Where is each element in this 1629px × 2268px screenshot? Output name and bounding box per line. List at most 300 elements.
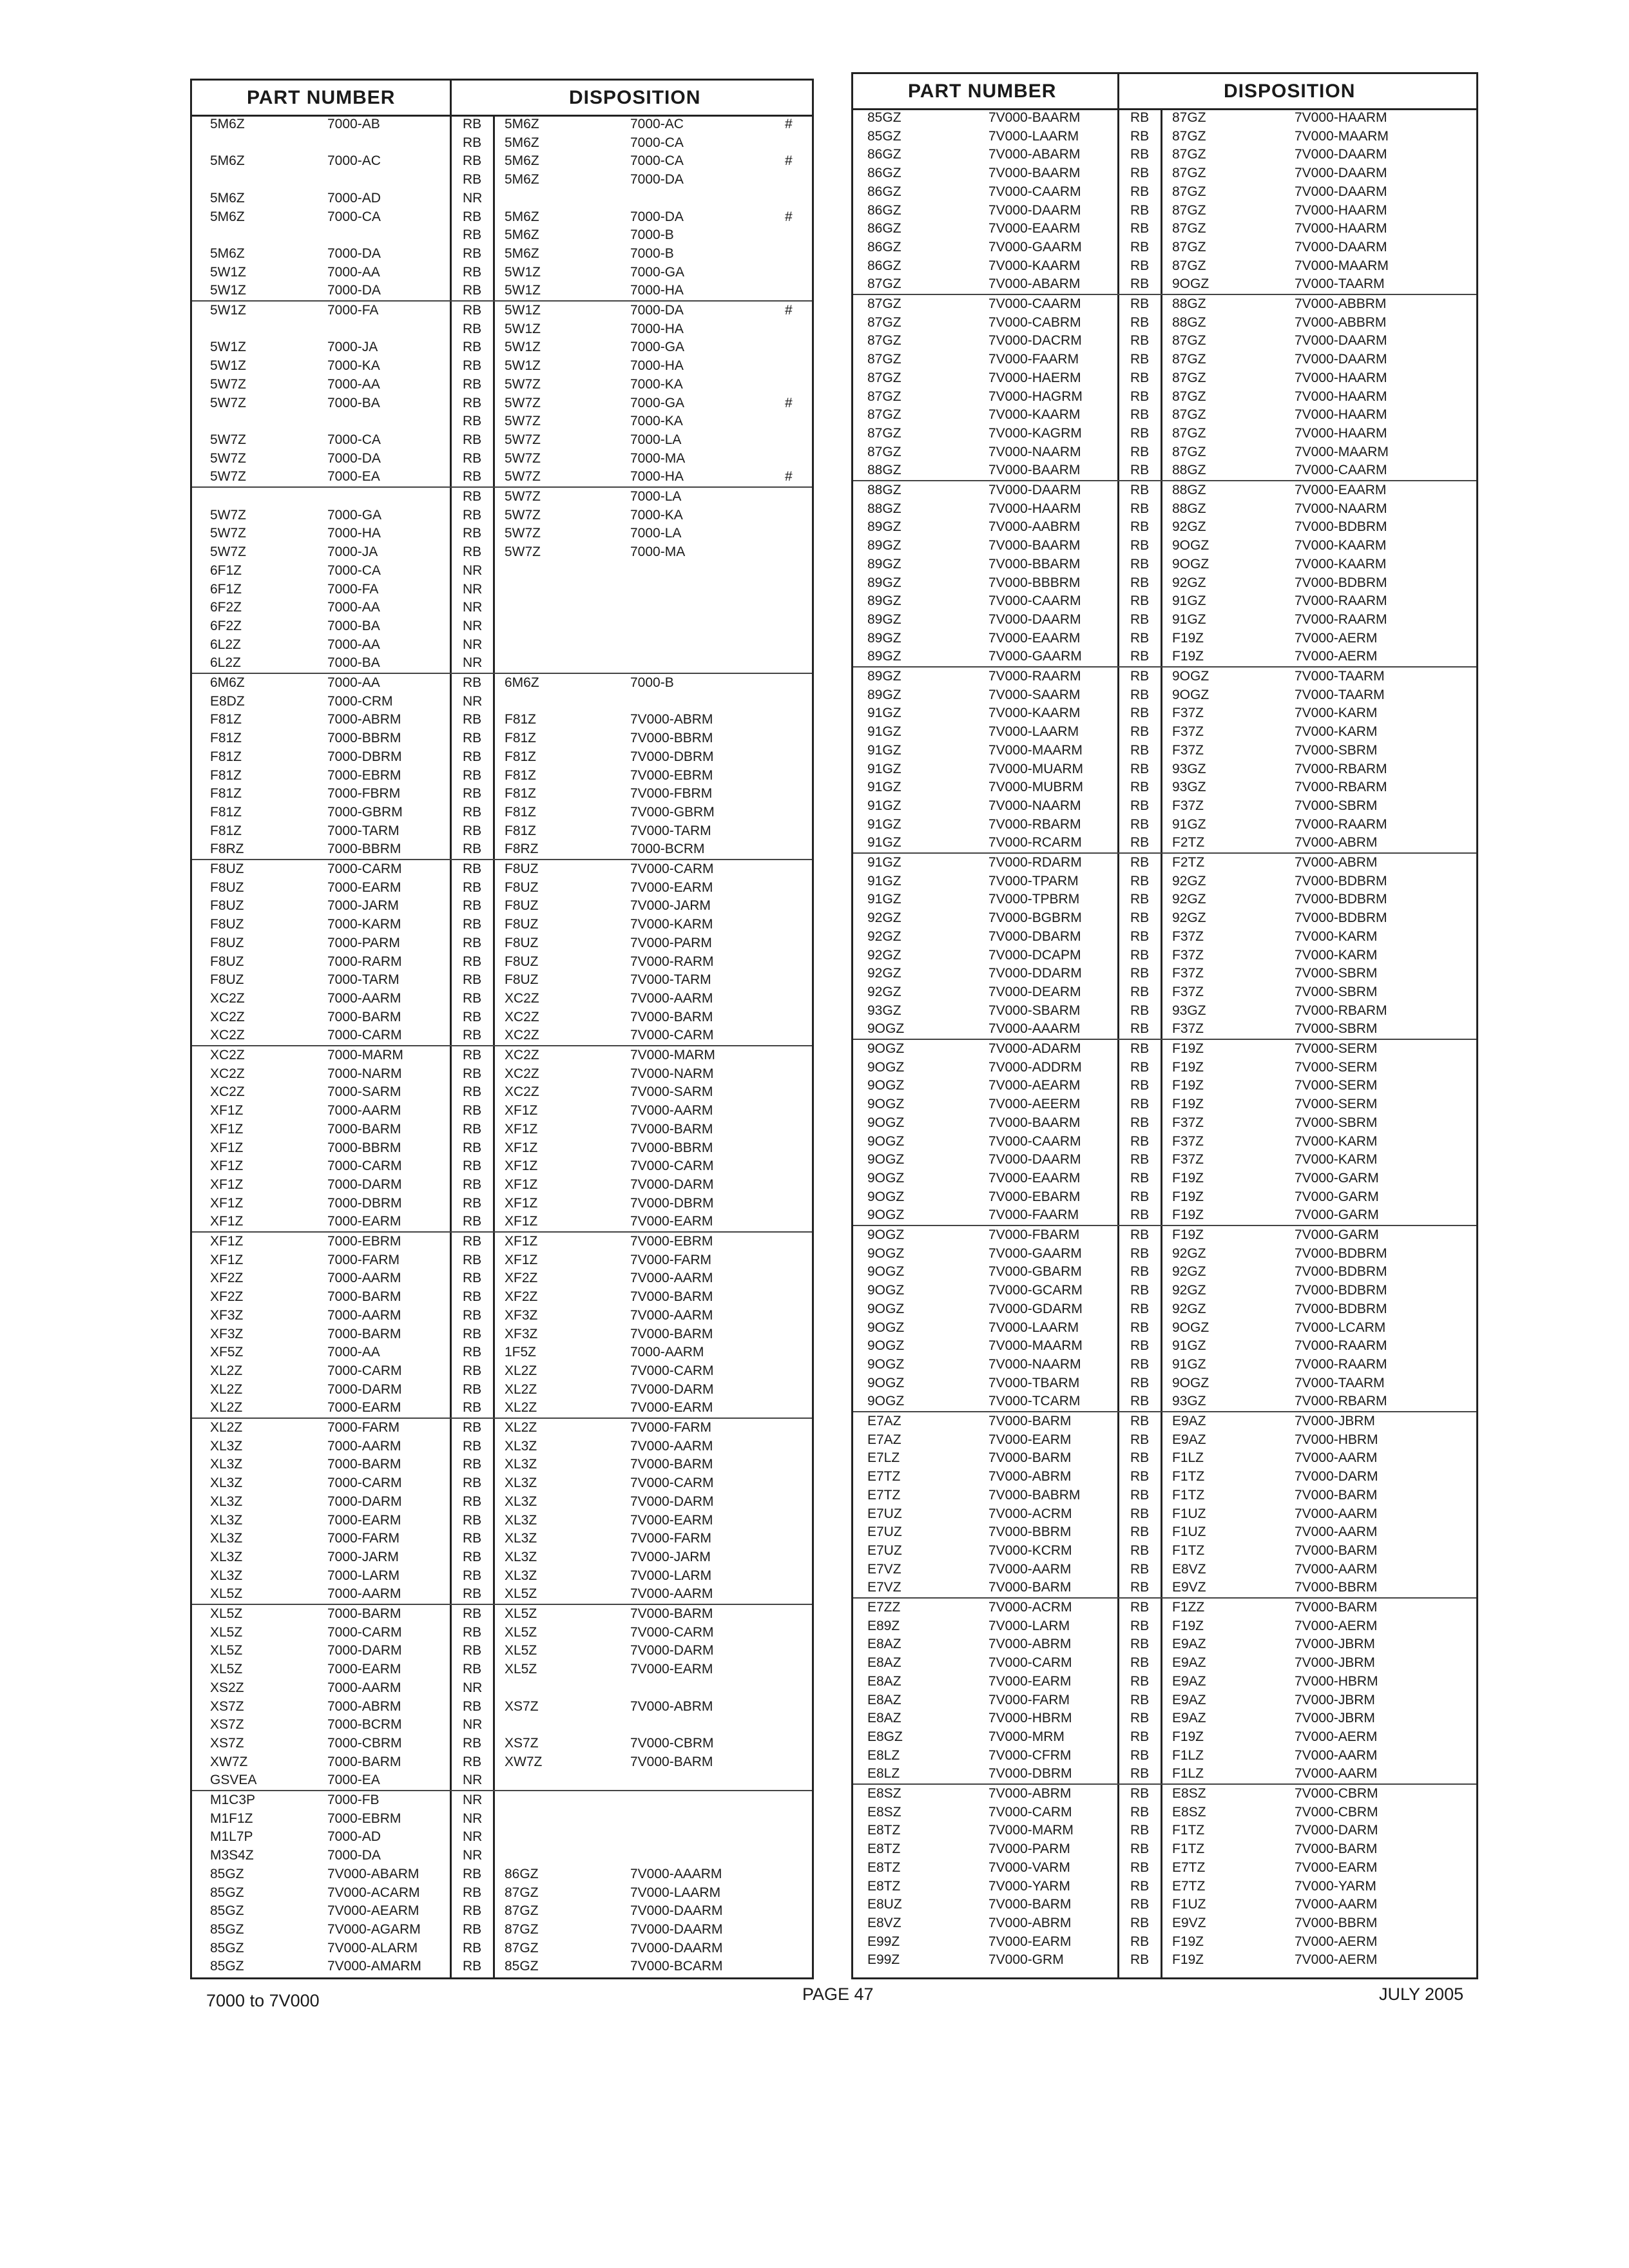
table-row [192, 675, 812, 691]
part-suffix: 7000-AB [327, 117, 380, 131]
new-part-prefix: 91GZ [1172, 1356, 1206, 1372]
part-suffix: 7000-DA [327, 450, 381, 466]
table-row [192, 1140, 812, 1156]
table-row [853, 855, 1476, 870]
part-suffix: 7000-BARM [327, 1606, 401, 1621]
part-suffix: 7000-BBRM [327, 731, 401, 746]
new-part-suffix: 7V000-BARM [1295, 1841, 1378, 1857]
table-row [853, 575, 1476, 591]
new-part-suffix: 7V000-FARM [630, 1420, 712, 1435]
new-part-suffix: 7V000-BARM [1295, 1542, 1378, 1558]
part-prefix: XL3Z [210, 1549, 243, 1564]
part-prefix: 91GZ [867, 798, 901, 813]
part-suffix: 7000-BBRM [327, 1140, 401, 1155]
new-part-prefix: F1TZ [1172, 1841, 1205, 1857]
new-part-suffix: 7V000-JARM [630, 1549, 711, 1564]
table-row [853, 1207, 1476, 1223]
new-part-prefix: F1LZ [1172, 1766, 1204, 1782]
new-part-suffix: 7000-GA [630, 340, 685, 355]
new-part-suffix: 7V000-NARM [630, 1066, 714, 1081]
part-prefix: XL5Z [210, 1624, 243, 1640]
disposition-code: RB [1130, 1152, 1150, 1168]
new-part-prefix: XS7Z [505, 1698, 539, 1714]
part-suffix: 7V000-EARM [988, 1432, 1072, 1447]
new-part-suffix: 7000-HA [630, 469, 684, 485]
new-part-prefix: 5M6Z [505, 227, 539, 243]
disposition-code: RB [463, 469, 482, 485]
part-prefix: 9OGZ [867, 1041, 905, 1056]
part-suffix: 7V000-MAARM [988, 742, 1083, 758]
new-part-suffix: 7V000-JARM [630, 898, 711, 914]
part-suffix: 7000-EA [327, 1773, 380, 1788]
new-part-prefix: XF1Z [505, 1121, 538, 1137]
new-part-suffix: 7V000-BDBRM [1295, 575, 1387, 590]
part-suffix: 7V000-ACRM [988, 1600, 1072, 1615]
disposition-code: RB [1130, 258, 1150, 273]
part-prefix: XL5Z [210, 1606, 243, 1621]
part-suffix: 7V000-AABRM [988, 519, 1081, 535]
new-part-suffix: 7V000-HAARM [1295, 202, 1387, 218]
disposition-code: RB [1130, 742, 1150, 758]
part-prefix: 9OGZ [867, 1133, 905, 1149]
table-row [192, 283, 812, 298]
new-part-prefix: E8SZ [1172, 1786, 1206, 1801]
part-prefix: 5M6Z [210, 209, 245, 224]
table-row [192, 1158, 812, 1174]
disposition-code: RB [1130, 1320, 1150, 1335]
new-part-prefix: F19Z [1172, 1078, 1204, 1093]
new-part-prefix: XF1Z [505, 1103, 538, 1119]
table-row [853, 1115, 1476, 1131]
new-part-suffix: 7V000-AERM [1295, 1934, 1378, 1949]
new-part-suffix: 7V000-DARM [630, 1177, 714, 1192]
new-part-prefix: F1UZ [1172, 1506, 1206, 1521]
disposition-code: RB [1130, 1207, 1150, 1223]
disposition-code: RB [1130, 1338, 1150, 1354]
new-part-prefix: XL3Z [505, 1568, 537, 1583]
part-suffix: 7000-FARM [327, 1420, 400, 1435]
part-suffix: 7V000-ABARM [988, 147, 1081, 162]
new-part-suffix: 7V000-LAARM [630, 1885, 721, 1900]
new-part-suffix: 7V000-MAARM [1295, 128, 1389, 144]
new-part-suffix: 7000-CA [630, 135, 684, 150]
part-suffix: 7000-BARM [327, 1326, 401, 1341]
disposition-code: RB [463, 1400, 482, 1416]
part-prefix: 87GZ [867, 352, 901, 367]
table-row [853, 407, 1476, 423]
part-suffix: 7000-AARM [327, 1586, 401, 1602]
new-part-prefix: E8SZ [1172, 1804, 1206, 1820]
new-part-suffix: 7V000-BDBRM [1295, 910, 1387, 926]
new-part-prefix: XL5Z [505, 1662, 537, 1677]
disposition-code: NR [463, 637, 483, 652]
new-part-prefix: F37Z [1172, 724, 1204, 740]
disposition-code: RB [1130, 1711, 1150, 1726]
disposition-code: RB [463, 954, 482, 969]
part-prefix: XL2Z [210, 1381, 243, 1397]
disposition-code: RB [1130, 221, 1150, 236]
new-part-prefix: XL2Z [505, 1381, 537, 1397]
new-part-prefix: F19Z [1172, 1207, 1204, 1223]
table-row [192, 414, 812, 429]
part-suffix: 7V000-AEARM [327, 1903, 419, 1919]
disposition-code: RB [463, 489, 482, 504]
part-prefix: E8DZ [210, 693, 245, 709]
part-prefix: 87GZ [867, 314, 901, 330]
table-row [192, 731, 812, 746]
part-prefix: E8SZ [867, 1804, 901, 1820]
part-suffix: 7000-CBRM [327, 1735, 402, 1751]
new-part-prefix: 5W7Z [505, 450, 541, 466]
disposition-code: RB [463, 153, 482, 169]
part-prefix: 5W7Z [210, 432, 247, 447]
part-suffix: 7V000-SBARM [988, 1003, 1081, 1018]
note-mark: # [785, 117, 793, 131]
right-table-rows [853, 110, 1476, 1977]
part-prefix: 87GZ [867, 370, 901, 385]
part-suffix: 7V000-ACARM [327, 1885, 420, 1900]
part-prefix: 9OGZ [867, 1078, 905, 1093]
disposition-code: RB [463, 1140, 482, 1155]
disposition-code: RB [1130, 202, 1150, 218]
disposition-code: RB [463, 450, 482, 466]
part-suffix: 7000-CARM [327, 1475, 402, 1491]
disposition-code: RB [463, 749, 482, 764]
table-row [192, 1048, 812, 1063]
disposition-code: RB [463, 321, 482, 336]
new-part-suffix: 7V000-BARM [1295, 1487, 1378, 1503]
new-part-suffix: 7V000-TAARM [1295, 276, 1385, 292]
table-row [853, 1729, 1476, 1745]
part-suffix: 7V000-LAARM [988, 128, 1079, 144]
new-part-prefix: F37Z [1172, 947, 1204, 963]
part-prefix: 5W7Z [210, 376, 247, 392]
table-row [853, 1879, 1476, 1894]
table-row [192, 432, 812, 448]
part-suffix: 7000-AARM [327, 990, 401, 1006]
disposition-code: NR [463, 1792, 483, 1807]
new-part-prefix: 87GZ [1172, 258, 1206, 273]
disposition-code: RB [463, 1326, 482, 1341]
part-suffix: 7V000-CAARM [988, 1133, 1081, 1149]
table-row [853, 593, 1476, 609]
part-suffix: 7000-AARM [327, 1438, 401, 1454]
disposition-code: RB [1130, 630, 1150, 646]
table-row [853, 835, 1476, 850]
disposition-code: RB [463, 1307, 482, 1323]
part-prefix: XF3Z [210, 1307, 244, 1323]
note-mark: # [785, 395, 793, 410]
new-part-prefix: F8UZ [505, 917, 539, 932]
new-part-prefix: 5W1Z [505, 264, 541, 280]
new-part-suffix: 7V000-JBRM [1295, 1711, 1375, 1726]
part-suffix: 7000-CARM [327, 1158, 402, 1174]
part-suffix: 7000-BARM [327, 1457, 401, 1472]
part-suffix: 7V000-TBARM [988, 1375, 1080, 1390]
new-part-suffix: 7000-HA [630, 283, 684, 298]
disposition-code: RB [1130, 1469, 1150, 1485]
table-row [853, 1488, 1476, 1503]
new-part-prefix: 87GZ [1172, 110, 1206, 125]
new-part-suffix: 7V000-SERM [1295, 1078, 1378, 1093]
part-suffix: 7000-GBRM [327, 804, 403, 820]
part-suffix: 7000-MARM [327, 1048, 403, 1062]
disposition-code: RB [1130, 1542, 1150, 1558]
part-prefix: 87GZ [867, 276, 901, 292]
new-part-suffix: 7V000-AARM [1295, 1561, 1378, 1577]
table-row [853, 817, 1476, 832]
disposition-code: RB [1130, 1524, 1150, 1540]
table-row [853, 1655, 1476, 1671]
table-row [853, 445, 1476, 460]
part-prefix: 9OGZ [867, 1227, 905, 1242]
disposition-code: RB [463, 972, 482, 988]
part-prefix: E8TZ [867, 1841, 901, 1857]
table-row [192, 1848, 812, 1863]
disposition-header: DISPOSITION [1224, 81, 1356, 102]
new-part-suffix: 7V000-ABBRM [1295, 314, 1387, 330]
new-part-suffix: 7V000-BARM [1295, 1600, 1378, 1615]
table-row [853, 1432, 1476, 1448]
part-prefix: XF2Z [210, 1289, 244, 1305]
new-part-prefix: XL3Z [505, 1512, 537, 1528]
disposition-code: NR [463, 618, 483, 633]
part-suffix: 7V000-BBBRM [988, 575, 1081, 590]
new-part-suffix: 7V000-AARM [630, 990, 713, 1006]
table-row [192, 1363, 812, 1379]
new-part-suffix: 7V000-SERM [1295, 1097, 1378, 1112]
part-prefix: E7AZ [867, 1432, 901, 1447]
part-prefix: 91GZ [867, 892, 901, 907]
part-prefix: 87GZ [867, 333, 901, 349]
part-suffix: 7V000-YARM [988, 1878, 1070, 1894]
table-row [192, 1271, 812, 1286]
new-part-prefix: XF3Z [505, 1326, 538, 1341]
part-suffix: 7V000-VARM [988, 1860, 1070, 1875]
part-prefix: F8UZ [210, 935, 244, 950]
disposition-code: RB [1130, 1133, 1150, 1149]
new-part-prefix: F37Z [1172, 1152, 1204, 1168]
part-prefix: 93GZ [867, 1003, 901, 1018]
table-row [192, 917, 812, 932]
part-suffix: 7V000-LAARM [988, 1320, 1079, 1335]
new-part-prefix: F19Z [1172, 1170, 1204, 1186]
part-suffix: 7000-DA [327, 245, 381, 261]
new-part-prefix: 5W7Z [505, 414, 541, 429]
new-part-suffix: 7V000-RAARM [1295, 1356, 1387, 1372]
group-divider [853, 1597, 1476, 1599]
table-row [853, 519, 1476, 535]
new-part-suffix: 7V000-RARM [630, 954, 714, 969]
disposition-code: RB [463, 861, 482, 876]
table-row [853, 258, 1476, 274]
disposition-code: RB [1130, 1729, 1150, 1744]
disposition-code: NR [463, 600, 483, 615]
part-suffix: 7V000-CABRM [988, 314, 1081, 330]
part-prefix: XL3Z [210, 1512, 243, 1528]
part-suffix: 7V000-CAARM [988, 184, 1081, 199]
table-row [192, 1717, 812, 1733]
part-suffix: 7V000-GRM [988, 1952, 1064, 1968]
part-prefix: F81Z [210, 767, 242, 783]
table-row [192, 1010, 812, 1025]
new-part-prefix: 88GZ [1172, 314, 1206, 330]
new-part-suffix: 7V000-JBRM [1295, 1655, 1375, 1671]
new-part-suffix: 7V000-AARM [630, 1438, 713, 1454]
disposition-code: RB [463, 1048, 482, 1062]
table-row [192, 768, 812, 783]
table-row [192, 117, 812, 132]
table-row [192, 991, 812, 1006]
new-part-suffix: 7V000-DAARM [1295, 147, 1387, 162]
new-part-suffix: 7V000-AARM [630, 1307, 713, 1323]
table-row [192, 1084, 812, 1100]
disposition-code: RB [1130, 1264, 1150, 1280]
part-prefix: XF1Z [210, 1234, 244, 1249]
table-row [192, 954, 812, 970]
new-part-suffix: 7V000-KARM [1295, 1133, 1378, 1149]
new-part-prefix: 5W7Z [505, 507, 541, 523]
new-part-suffix: 7000-MA [630, 450, 686, 466]
disposition-code: RB [1130, 425, 1150, 441]
part-suffix: 7000-DA [327, 1848, 381, 1863]
new-part-prefix: F37Z [1172, 966, 1204, 981]
new-part-suffix: 7V000-EARM [1295, 1860, 1378, 1875]
new-part-suffix: 7V000-BBRM [630, 1140, 713, 1155]
table-row [192, 469, 812, 485]
part-prefix: XF1Z [210, 1121, 244, 1137]
part-prefix: 9OGZ [867, 1338, 905, 1354]
group-divider [853, 294, 1476, 295]
part-suffix: 7000-CARM [327, 861, 402, 876]
new-part-suffix: 7V000-DAARM [1295, 352, 1387, 367]
table-row [192, 1941, 812, 1956]
part-prefix: 6F1Z [210, 562, 242, 578]
part-prefix: 91GZ [867, 855, 901, 870]
table-row [853, 557, 1476, 572]
part-suffix: 7V000-GAARM [988, 649, 1082, 664]
disposition-code: RB [463, 209, 482, 224]
table-row [192, 1196, 812, 1211]
disposition-code: RB [463, 990, 482, 1006]
new-part-prefix: 88GZ [1172, 483, 1206, 497]
part-prefix: 9OGZ [867, 1264, 905, 1280]
new-part-suffix: 7V000-AARM [1295, 1766, 1378, 1782]
new-part-suffix: 7V000-AERM [1295, 630, 1378, 646]
new-part-suffix: 7V000-ABBRM [1295, 296, 1387, 311]
disposition-code: RB [1130, 1952, 1150, 1968]
new-part-prefix: F19Z [1172, 1729, 1204, 1744]
table-row [853, 1189, 1476, 1205]
disposition-code: RB [1130, 1506, 1150, 1521]
part-prefix: 89GZ [867, 556, 901, 572]
part-suffix: 7000-EARM [327, 1662, 401, 1677]
new-part-suffix: 7V000-HAARM [1295, 389, 1387, 404]
new-part-prefix: 9OGZ [1172, 687, 1210, 702]
new-part-prefix: 5W1Z [505, 283, 541, 298]
new-part-prefix: F81Z [505, 786, 537, 802]
new-part-prefix: 93GZ [1172, 780, 1206, 795]
group-divider [853, 1225, 1476, 1226]
disposition-code: RB [463, 1234, 482, 1249]
disposition-code: RB [1130, 483, 1150, 497]
part-suffix: 7V000-BAARM [988, 463, 1081, 478]
part-suffix: 7V000-MUBRM [988, 780, 1084, 795]
part-prefix: 6L2Z [210, 637, 241, 652]
part-prefix: 86GZ [867, 258, 901, 273]
table-row [853, 1766, 1476, 1782]
part-prefix: E8AZ [867, 1692, 901, 1707]
new-part-suffix: 7000-DA [630, 209, 684, 224]
disposition-code: RB [1130, 611, 1150, 627]
disposition-code: RB [463, 395, 482, 410]
disposition-code: RB [1130, 147, 1150, 162]
table-row [853, 1171, 1476, 1186]
disposition-code: RB [1130, 984, 1150, 999]
new-part-prefix: F8UZ [505, 861, 539, 876]
new-part-prefix: E9AZ [1172, 1655, 1206, 1671]
new-part-prefix: F37Z [1172, 1133, 1204, 1149]
new-part-suffix: 7000-HA [630, 358, 684, 374]
new-part-prefix: 5M6Z [505, 245, 539, 261]
table-row [192, 340, 812, 355]
new-part-suffix: 7V000-MAARM [1295, 444, 1389, 459]
part-prefix: 91GZ [867, 706, 901, 721]
table-row [853, 687, 1476, 703]
part-prefix: 87GZ [867, 407, 901, 423]
part-suffix: 7V000-GAARM [988, 239, 1082, 255]
part-prefix: XL5Z [210, 1662, 243, 1677]
table-row [192, 1177, 812, 1193]
part-prefix: F81Z [210, 731, 242, 746]
new-part-suffix: 7V000-RBARM [1295, 761, 1387, 776]
disposition-code: RB [1130, 780, 1150, 795]
part-suffix: 7V000-KAARM [988, 706, 1081, 721]
table-row [853, 948, 1476, 963]
disposition-code: RB [463, 1009, 482, 1024]
part-prefix: 5M6Z [210, 153, 245, 169]
part-suffix: 7000-AA [327, 264, 380, 280]
disposition-code: RB [463, 358, 482, 374]
part-prefix: XF1Z [210, 1103, 244, 1119]
table-row [853, 1786, 1476, 1802]
new-part-suffix: 7V000-BARM [630, 1754, 713, 1769]
new-part-prefix: XW7Z [505, 1754, 543, 1769]
new-part-suffix: 7V000-BBRM [1295, 1915, 1378, 1930]
new-part-prefix: XL3Z [505, 1531, 537, 1546]
disposition-code: RB [1130, 1450, 1150, 1466]
disposition-code: RB [463, 1177, 482, 1192]
new-part-suffix: 7V000-SERM [1295, 1059, 1378, 1075]
part-suffix: 7V000-CFRM [988, 1747, 1072, 1763]
disposition-code: RB [1130, 1860, 1150, 1875]
part-prefix: 9OGZ [867, 1189, 905, 1204]
new-part-prefix: F8UZ [505, 879, 539, 895]
part-suffix: 7000-FA [327, 581, 379, 597]
part-prefix: F8UZ [210, 917, 244, 932]
new-part-suffix: 7V000-EARM [630, 1400, 713, 1416]
table-row [192, 1420, 812, 1436]
table-row [192, 246, 812, 262]
disposition-code: RB [1130, 1301, 1150, 1316]
part-suffix: 7V000-PARM [988, 1841, 1070, 1857]
table-row [192, 1606, 812, 1622]
new-part-prefix: 87GZ [1172, 184, 1206, 199]
new-part-prefix: 5W1Z [505, 321, 541, 336]
disposition-code: RB [463, 841, 482, 857]
disposition-code: RB [463, 1121, 482, 1137]
new-part-suffix: 7V000-CARM [630, 1363, 714, 1378]
